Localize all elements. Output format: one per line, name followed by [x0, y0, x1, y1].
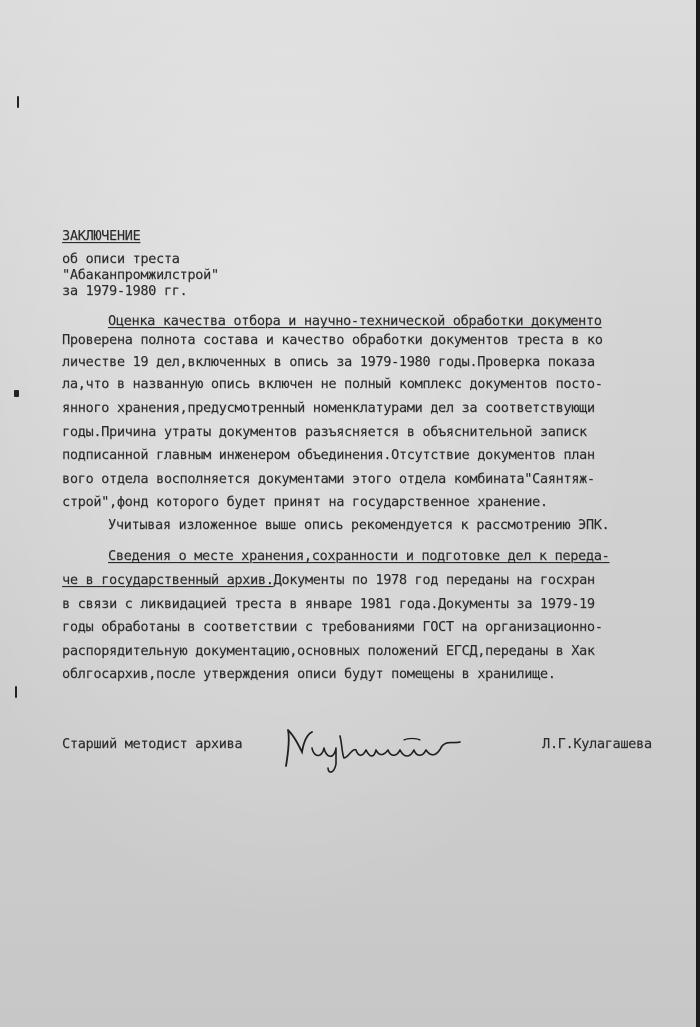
subtitle-line-2: "Абаканпромжилстрой" — [62, 267, 219, 283]
section2-heading-line-2: че в государственный архив. — [62, 572, 274, 588]
section1-line-1: Проверена полнота состава и качество обработки документов треста в ко — [62, 332, 603, 348]
section1-line-7: вого отдела восполняется документами этого отдела комбината"Саянтяж- — [62, 471, 595, 487]
scan-edge — [696, 0, 700, 1027]
section2-line-1 — [62, 574, 595, 588]
section2-line-3: годы обработаны в соответствии с требованиями ГОСТ на организационно- — [62, 619, 603, 635]
document-title: ЗАКЛЮЧЕНИЕ — [62, 228, 141, 244]
section2-line-4: распорядительную документацию,основных положений ЕГСД,переданы в Хак — [62, 643, 595, 659]
subtitle-line-1: об описи треста — [62, 251, 180, 267]
section2-line-2: в связи с ликвидацией треста в январе 1981 года.Документы за 1979-19 — [62, 596, 595, 612]
section2-line-1-rest: Документы по 1978 год переданы на госхран — [273, 572, 595, 588]
subtitle-line-3: за 1979-1980 гг. — [62, 283, 188, 299]
section1-line-5: годы.Причина утраты документов разъясняется в объяснительной записк — [62, 424, 587, 440]
section2-line-5: облгосархив,после утверждения описи будут помещены в хранилище. — [62, 666, 556, 682]
section1-line-2: личестве 19 дел,включенных в опись за 1979-1980 годы.Проверка показа — [62, 354, 595, 370]
signatory-position: Старший методист архива — [62, 736, 243, 752]
section1-heading: Оценка качества отбора и научно-технической обработки документо — [108, 313, 602, 329]
binding-mark-bottom — [15, 686, 17, 698]
handwritten-signature — [278, 718, 468, 776]
signatory-name: Л.Г.Кулагашева — [542, 736, 652, 752]
section2-heading-line-1: Сведения о месте хранения,сохранности и подготовке дел к переда- — [108, 548, 610, 564]
section1-line-4: янного хранения,предусмотренный номенклатурами дел за соответствующи — [62, 400, 595, 416]
section1-line-6: подписанной главным инженером объединения.Отсутствие документов план — [62, 447, 595, 463]
section1-conclusion: Учитывая изложенное выше опись рекомендуется к рассмотрению ЭПК. — [108, 517, 610, 533]
section1-line-8: строй",фонд которого будет принят на государственное хранение. — [62, 494, 548, 510]
binding-mark-middle — [14, 390, 19, 397]
section1-line-3: ла,что в названную опись включен не полный комплекс документов посто- — [62, 376, 603, 392]
binding-mark-top — [17, 96, 19, 108]
